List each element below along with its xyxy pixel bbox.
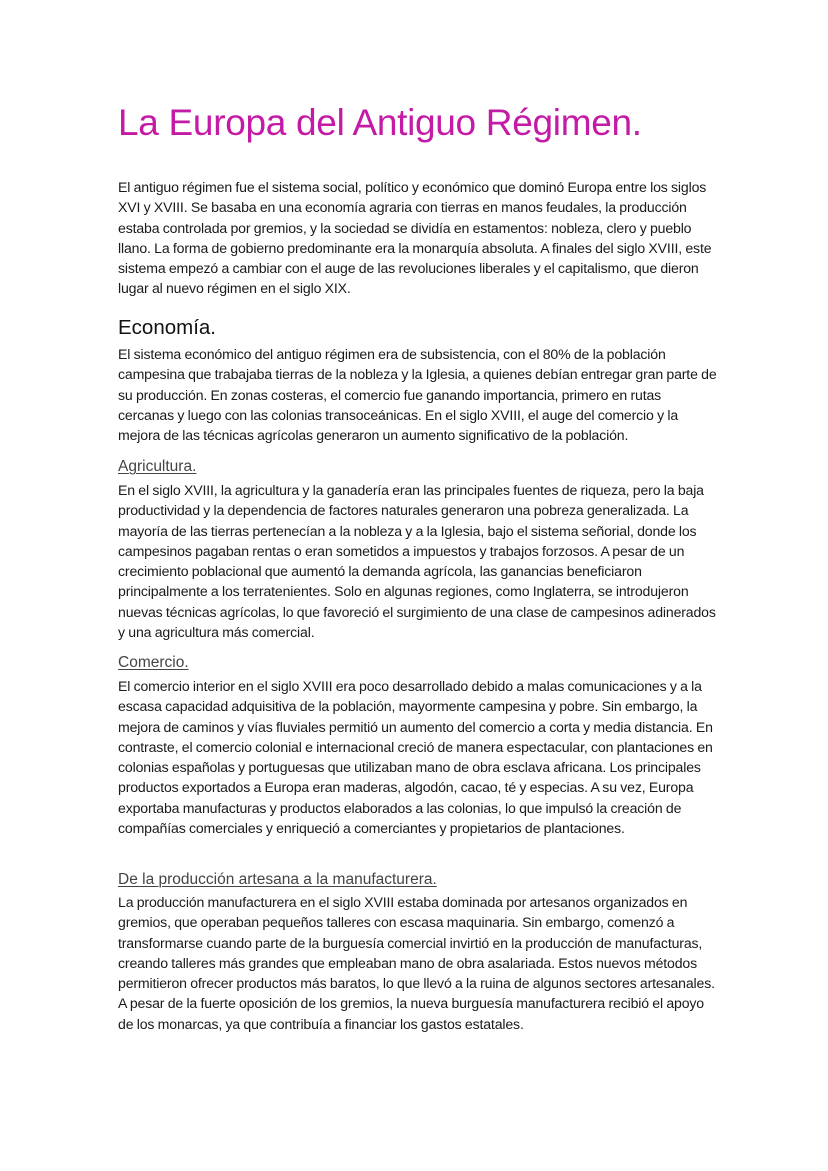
document-title: La Europa del Antiguo Régimen. bbox=[118, 102, 642, 143]
section-body-manufactura: La producción manufacturera en el siglo XVIII estaba dominada por artesanos organizados en gremios, que operaban pequeños talleres con escasa maquinaria. Sin embargo, comenzó a transformarse cuando parte de la burguesía comercial invirtió en la producción de manufacturas, creando talleres más grandes que empleaban mano de obra asalariada. Estos nuevos métodos permitieron ofrecer productos más baratos, lo que llevó a la ruina de algunos sectores artesanales. A pesar de la fuerte oposición de los gremios, la nueva burguesía manufacturera recibió el apoyo de los monarcas, ya que contribuía a financiar los gastos estatales. bbox=[118, 894, 715, 1032]
section-body-economia: El sistema económico del antiguo régimen era de subsistencia, con el 80% de la población campesina que trabajaba tierras de la nobleza y la Iglesia, a quienes debían entregar gran parte de su producción. En zonas costeras, el comercio fue ganando importancia, primero en rutas cercanas y luego con las colonias transoceánicas. En el siglo XVIII, el auge del comercio y la mejora de las técnicas agrícolas generaron un aumento significativo de la población. bbox=[118, 346, 717, 444]
section-body-agricultura: En el siglo XVIII, la agricultura y la ganadería eran las principales fuentes de riqueza, pero la baja productividad y la dependencia de factores naturales generaron una pobreza generalizada. La mayoría de las tierras pertenecían a la nobleza y a la Iglesia, bajo el sistema señorial, donde los campesinos pagaban rentas o eran sometidos a impuestos y trabajos forzosos. A pesar de un crecimiento poblacional que aumentó la demanda agrícola, las ganancias beneficiaron principalmente a los terratenientes. Solo en algunas regiones, como Inglaterra, se introdujeron nuevas técnicas agrícolas, lo que favoreció el surgimiento de una clase de campesinos adinerados y una agricultura más comercial. bbox=[118, 482, 716, 641]
section-body-comercio: El comercio interior en el siglo XVIII era poco desarrollado debido a malas comunicaciones y a la escasa capacidad adquisitiva de la población, mayormente campesina y pobre. Sin embargo, la mejora de caminos y vías fluviales permitió un aumento del comercio a corta y media distancia. En contraste, el comercio colonial e internacional creció de manera espectacular, con plantaciones en colonias españolas y portuguesas que utilizaban mano de obra esclava africana. Los principales productos exportados a Europa eran maderas, algodón, cacao, té y especias. A su vez, Europa exportaba manufacturas y productos elaborados a las colonias, lo que impulsó la creación de compañías comerciales y enriqueció a comerciantes y propietarios de plantaciones. bbox=[118, 678, 713, 837]
intro-paragraph: El antiguo régimen fue el sistema social, político y económico que dominó Europa entre los siglos XVI y XVIII. Se basaba en una economía agraria con tierras en manos feudales, la producción estaba controlada por gremios, y la sociedad se dividía en estamentos: nobleza, clero y pueblo llano. La forma de gobierno predominante era la monarquía absoluta. A finales del siglo XVIII, este sistema empezó a cambiar con el auge de las revoluciones liberales y el capitalismo, que dieron lugar al nuevo régimen en el siglo XIX. bbox=[118, 179, 712, 297]
section-heading-manufactura: De la producción artesana a la manufacturera. bbox=[118, 871, 437, 888]
section-heading-agricultura: Agricultura. bbox=[118, 458, 197, 475]
section-heading-economia: Economía. bbox=[118, 316, 216, 339]
section-heading-comercio: Comercio. bbox=[118, 654, 189, 671]
